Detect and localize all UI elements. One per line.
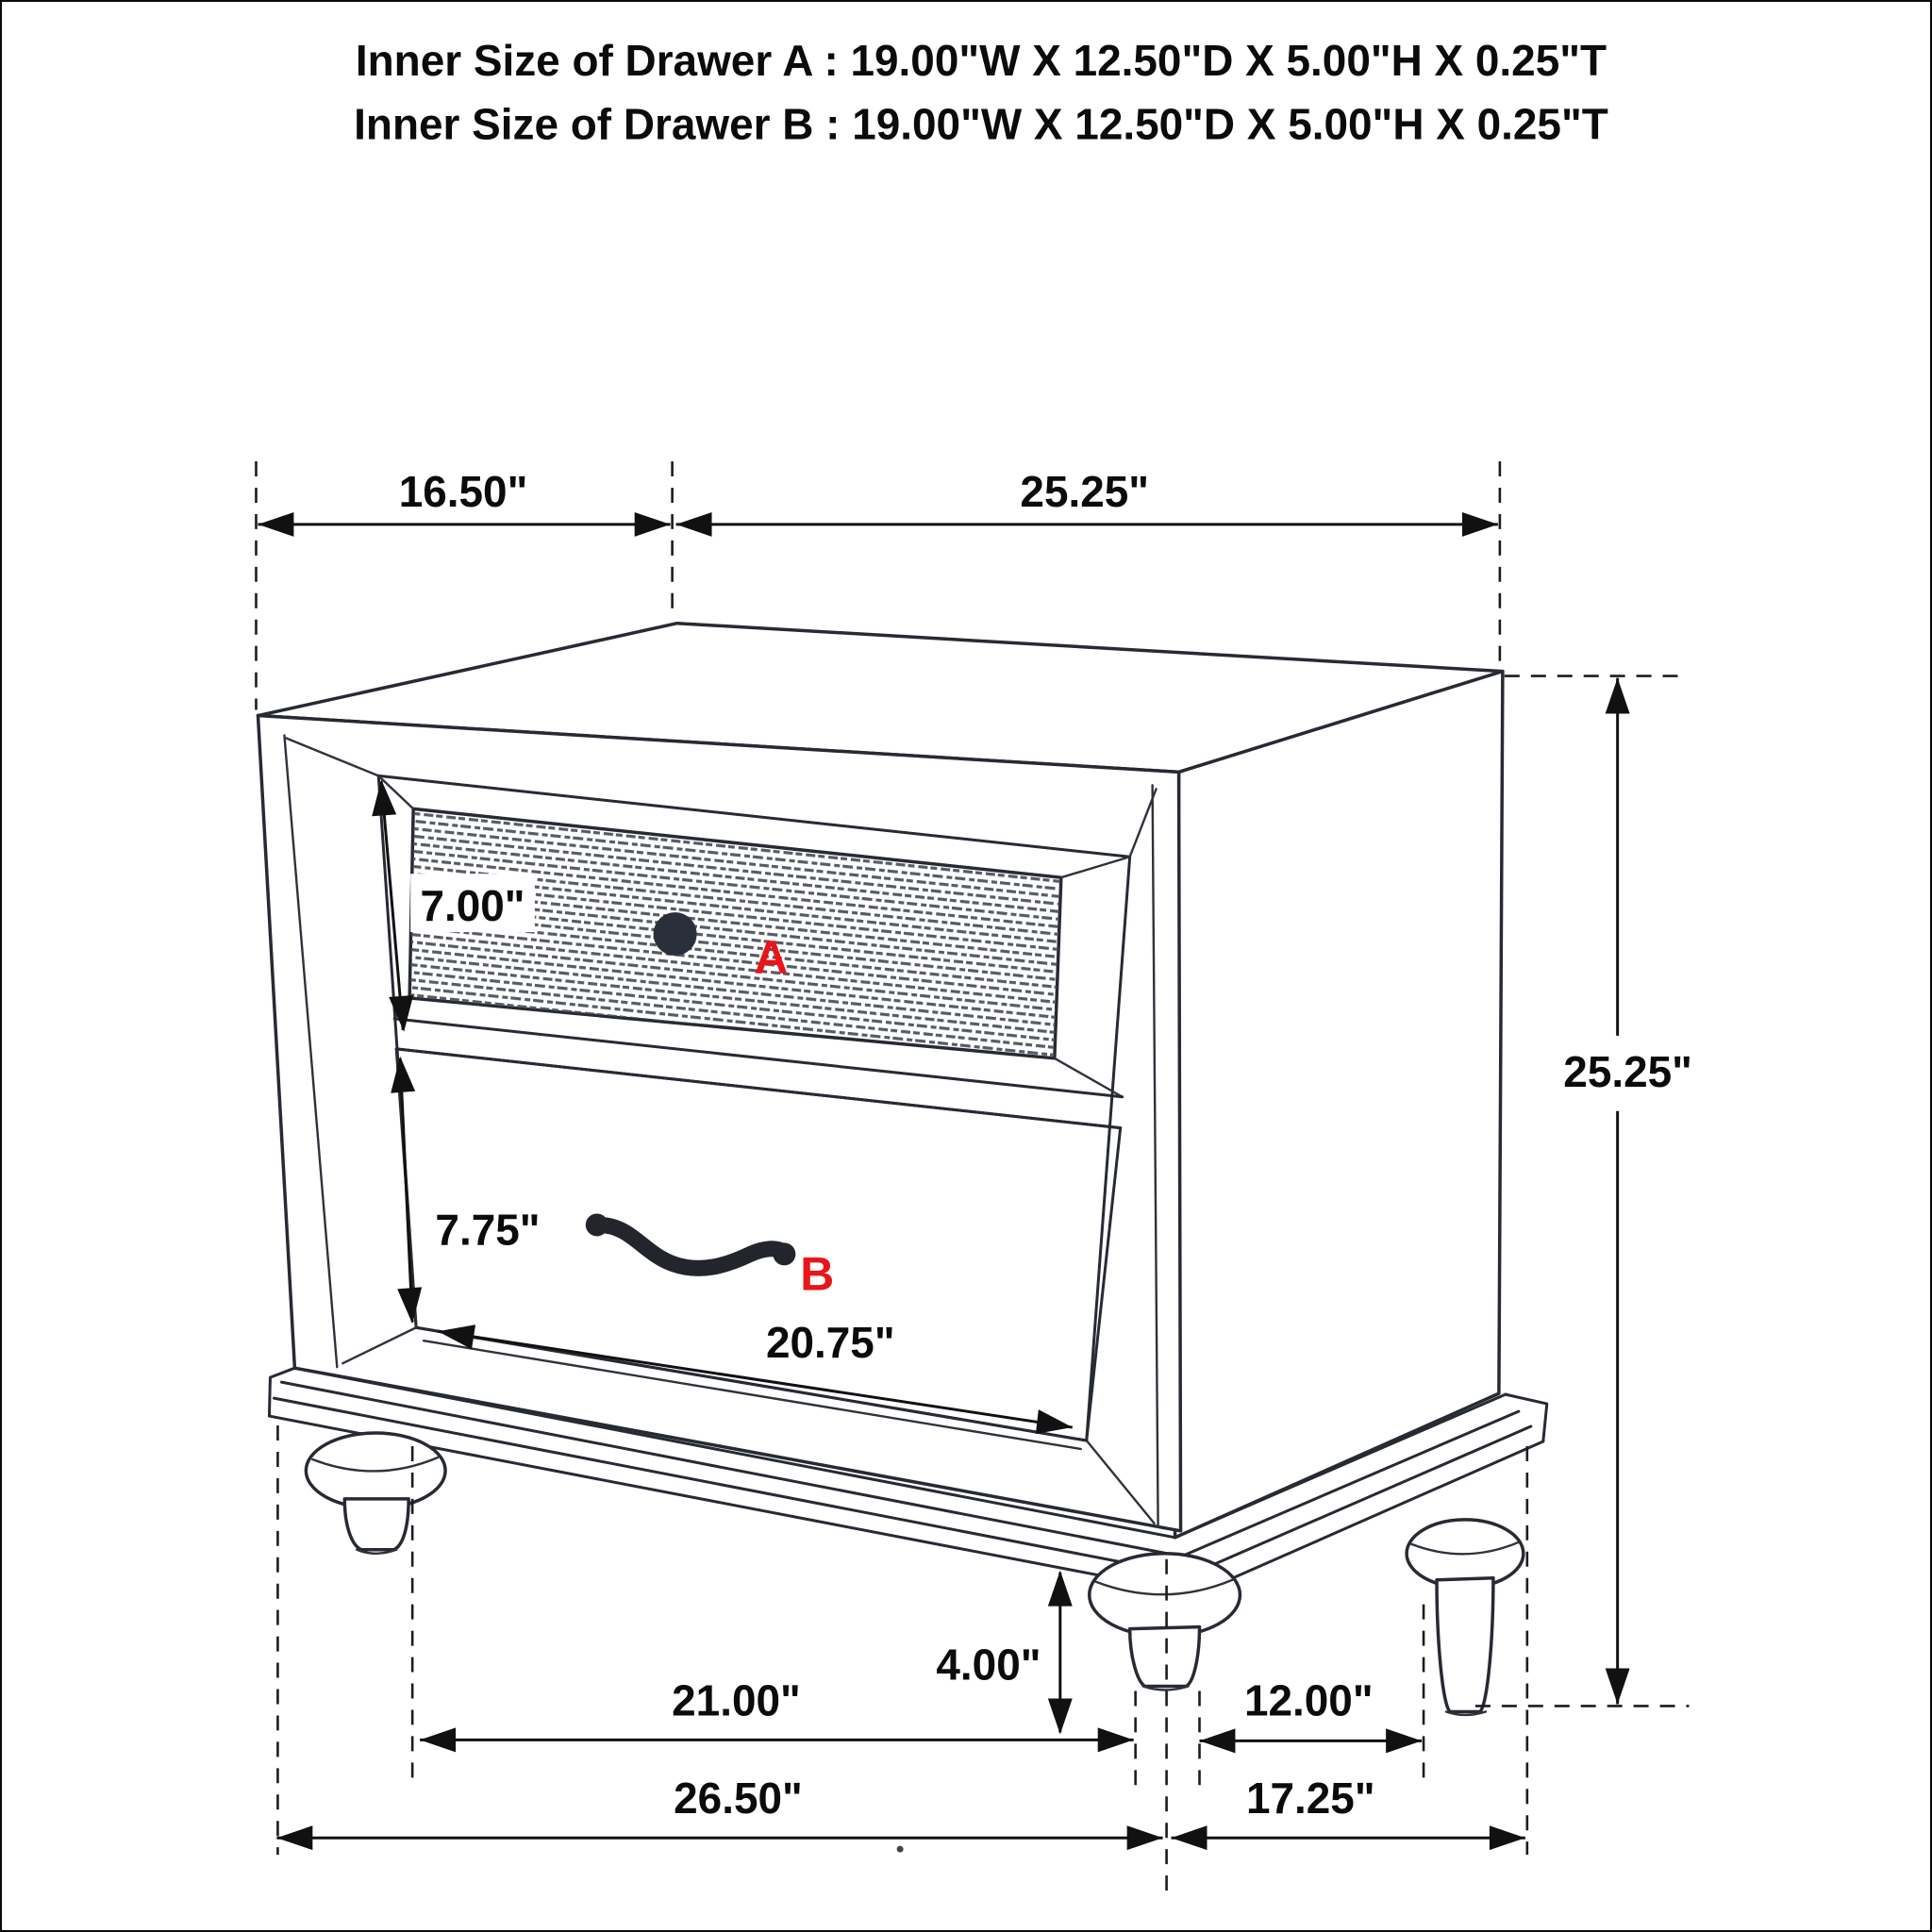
cabinet-front-face (258, 716, 1180, 1531)
drawer-a-knob (654, 912, 697, 956)
dim-drawer-a-height-label: 7.00" (420, 881, 525, 931)
dim-top-depth-label: 16.50" (398, 466, 528, 516)
dim-drawer-b-height-label: 7.75" (435, 1205, 541, 1255)
dim-top-depth (258, 467, 670, 537)
nightstand-dimension-diagram (2, 2, 1930, 1930)
dim-overall-height-label: 25.25" (1563, 1046, 1692, 1096)
dim-top-width (676, 467, 1498, 537)
cabinet-right-face (1175, 672, 1503, 1538)
dim-overall-front-width-label: 26.50" (674, 1774, 803, 1824)
title-line-2: Inner Size of Drawer B : 19.00"W X 12.50"D X 5.00"H X 0.25"T (354, 99, 1608, 149)
dim-leg-height (936, 1571, 1072, 1735)
dim-overall-height (1563, 678, 1692, 1705)
drawer-b-letter: B (800, 1247, 835, 1301)
drawer-a-letter: A (754, 930, 789, 984)
dim-side-leg-spacing (1200, 1675, 1423, 1753)
dim-top-width-label: 25.25" (1020, 466, 1150, 516)
title-block (354, 36, 1608, 149)
dim-side-leg-spacing-label: 12.00" (1243, 1675, 1374, 1725)
title-line-1: Inner Size of Drawer A : 19.00"W X 12.50"D X 5.00"H X 0.25"T (355, 35, 1607, 85)
stray-dot (897, 1846, 904, 1853)
molding-left-cap (269, 1368, 294, 1416)
dim-overall-front-width (276, 1774, 1162, 1850)
front-left-leg (306, 1433, 445, 1554)
cabinet-drawing (258, 624, 1546, 1715)
dim-overall-side-depth-label: 17.25" (1245, 1774, 1375, 1824)
dim-overall-side-depth (1172, 1774, 1525, 1850)
dim-leg-height-label: 4.00" (936, 1640, 1041, 1690)
dim-drawer-b-width-label: 20.75" (765, 1318, 895, 1368)
front-right-leg (1090, 1554, 1241, 1690)
dim-front-leg-spacing-label: 21.00" (672, 1675, 801, 1725)
